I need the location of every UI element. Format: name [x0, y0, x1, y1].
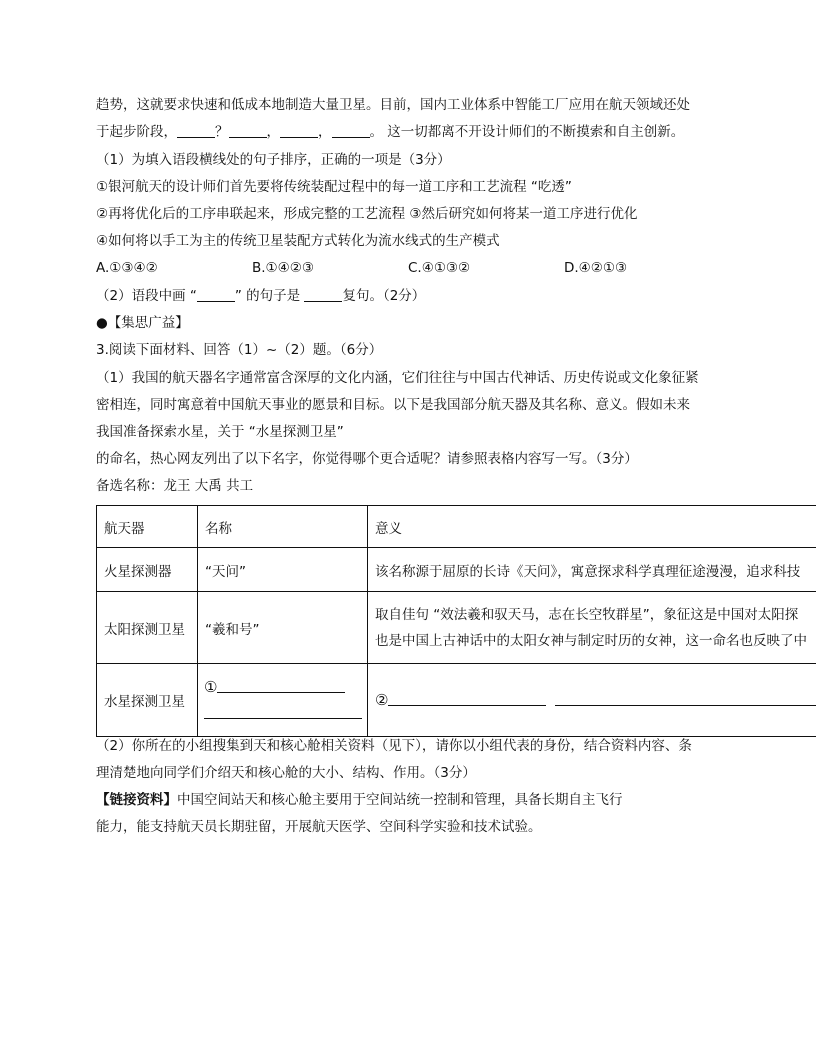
passage-line-2	[96, 123, 684, 141]
option-a: A.①③④②	[96, 260, 158, 276]
name-cell: “羲和号”	[198, 592, 368, 664]
blank	[332, 124, 370, 138]
q1-prompt: （1）为填入语段横线处的句子排序，正确的一项是（3分）	[96, 152, 451, 168]
q3-2-line-4: 能力，能支持航天员长期驻留，开展航天医学、空间科学实验和技术试验。	[96, 819, 542, 835]
spacecraft-table	[96, 505, 816, 737]
section-heading	[96, 314, 189, 332]
q1-sentence-4: ④如何将以手工为主的传统卫星装配方式转化为流水线式的生产模式	[96, 233, 500, 249]
meaning-line: 取自佳句 “效法羲和驭天马，志在长空牧群星”，象征这是中国对太阳探	[375, 606, 799, 623]
answer-line[interactable]	[555, 691, 816, 706]
section-title: 【集思广益】	[107, 315, 189, 331]
q3-candidates: 备选名称：龙王 大禹 共工	[96, 478, 254, 494]
answer-cell-1[interactable]	[198, 664, 368, 737]
meaning-cell: 该名称源于屈原的长诗《天问》，寓意探求科学真理征途漫漫，追求科技	[368, 548, 816, 592]
link-text: 中国空间站天和核心舱主要用于空间站统一控制和管理，具备长期自主飞行	[177, 792, 623, 808]
punct: ，	[266, 124, 280, 140]
q3-prompt: 3.阅读下面材料、回答（1）~（2）题。（6分）	[96, 342, 383, 358]
header-meaning: 意义	[368, 506, 816, 548]
table-row	[97, 592, 816, 664]
option-c: C.④①③②	[408, 260, 471, 276]
blank	[229, 124, 267, 138]
punct: ，	[318, 124, 332, 140]
header-name: 名称	[198, 506, 368, 548]
table-row	[97, 664, 816, 737]
q1-sentence-2-3: ②再将优化后的工序串联起来，形成完整的工艺流程 ③然后研究如何将某一道工序进行优化	[96, 206, 638, 222]
blank	[197, 288, 235, 302]
q1-sentence-1: ①银河航天的设计师们首先要将传统装配过程中的每一道工序和工艺流程 “吃透”	[96, 179, 572, 195]
marker-2: ②	[375, 691, 389, 709]
answer-line[interactable]	[217, 678, 345, 693]
answer-line[interactable]	[204, 704, 362, 719]
table-row	[97, 548, 816, 592]
q3-2-line-1: （2）你所在的小组搜集到天和核心舱相关资料（见下），请你以小组代表的身份，结合资料内容、条	[96, 738, 692, 754]
q3-2-line-2: 理清楚地向同学们介绍天和核心舱的大小、结构、作用。（3分）	[96, 765, 476, 781]
q3-para-1: （1）我国的航天器名字通常富含深厚的文化内涵，它们往往与中国古代神话、历史传说或文化象征紧	[96, 370, 699, 386]
q2-line	[96, 287, 425, 305]
q3-2-line-3	[96, 791, 623, 809]
q3-para-3: 我国准备探索水星，关于 “水星探测卫星”	[96, 424, 344, 440]
meaning-cell	[368, 592, 816, 664]
q3-para-2: 密相连，同时寓意着中国航天事业的愿景和目标。以下是我国部分航天器及其名称、意义。假如未来	[96, 397, 690, 413]
q3-para-4: 的命名，热心网友列出了以下名字，你觉得哪个更合适呢？请参照表格内容写一写。（3分）	[96, 451, 638, 467]
punct: ？	[215, 124, 229, 140]
craft-cell: 火星探测器	[97, 548, 198, 592]
answer-cell-2[interactable]	[368, 664, 816, 737]
passage-text: 。 这一切都离不开设计师们的不断摸索和自主创新。	[369, 124, 685, 140]
craft-cell: 水星探测卫星	[97, 664, 198, 737]
q2-text: （2）语段中画 “	[96, 288, 197, 304]
option-d: D.④②①③	[564, 260, 628, 276]
meaning-line: 也是中国上古神话中的太阳女神与制定时历的女神，这一命名也反映了中	[375, 632, 807, 649]
craft-cell: 太阳探测卫星	[97, 592, 198, 664]
link-label: 【链接资料】	[96, 792, 177, 808]
option-b: B.①④②③	[252, 260, 314, 276]
header-craft: 航天器	[97, 506, 198, 548]
blank	[177, 124, 215, 138]
passage-line-1: 趋势，这就要求快速和低成本地制造大量卫星。目前，国内工业体系中智能工厂应用在航天领域还处	[96, 97, 690, 113]
answer-line[interactable]	[388, 691, 546, 706]
blank	[304, 288, 342, 302]
passage-text: 于起步阶段，	[96, 124, 177, 140]
marker-1: ①	[204, 677, 218, 696]
bullet-icon: ●	[96, 315, 108, 331]
q2-text: 复句。（2分）	[342, 288, 426, 304]
q2-text: ” 的句子是	[234, 288, 305, 304]
table-header-row	[97, 506, 816, 548]
blank	[280, 124, 318, 138]
name-cell: “天问”	[198, 548, 368, 592]
